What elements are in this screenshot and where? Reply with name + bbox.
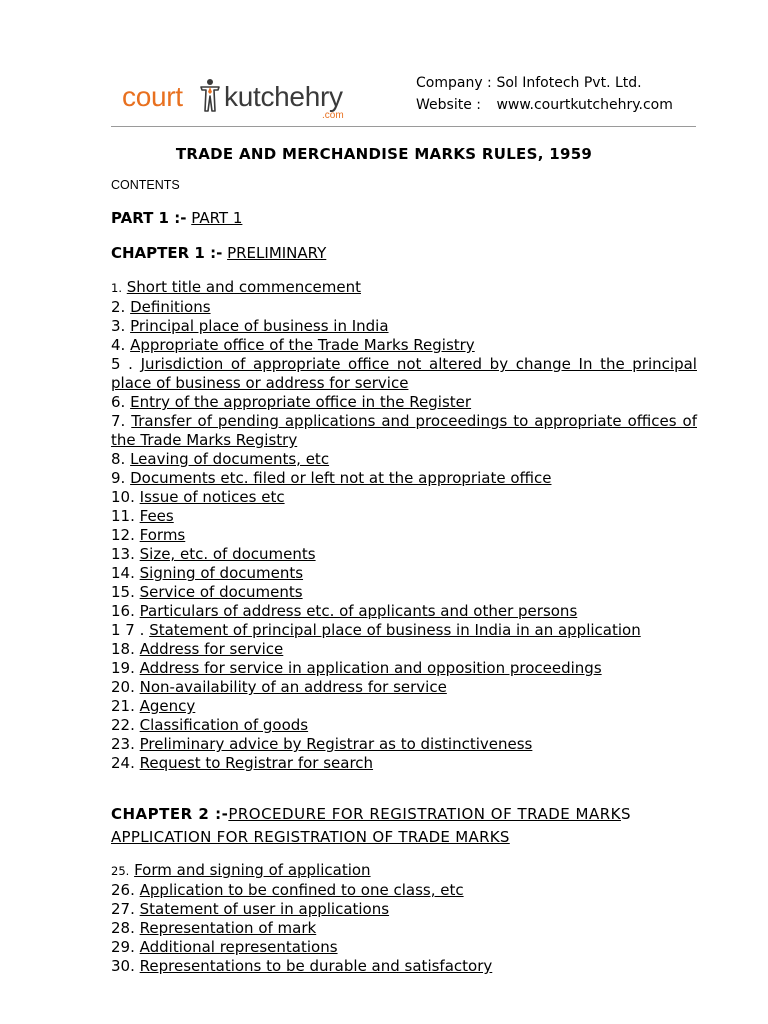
item-link[interactable]: Statement of user in applications — [139, 900, 390, 918]
item-number: 12. — [111, 526, 135, 544]
chapter2-trail: S — [620, 805, 632, 823]
company-value: Sol Infotech Pvt. Ltd. — [496, 75, 642, 91]
chapter2-subheading — [111, 826, 711, 849]
item-number: 10. — [111, 488, 135, 506]
chapter2-link[interactable]: PROCEDURE FOR REGISTRATION OF TRADE MARK — [228, 805, 621, 823]
item-number: 23. — [111, 735, 135, 753]
item-number: 26. — [111, 881, 135, 899]
list-item — [111, 336, 697, 355]
item-link[interactable]: Representations to be durable and satisfactory — [139, 957, 493, 975]
item-number: 20. — [111, 678, 135, 696]
list-item — [111, 355, 697, 393]
list-item — [111, 412, 697, 450]
chapter1-prefix: CHAPTER 1 :- — [111, 244, 223, 262]
item-number: 9. — [111, 469, 126, 487]
company-info — [416, 72, 673, 116]
website-label: Website : — [416, 97, 481, 113]
list-item — [111, 507, 697, 526]
item-number: 25. — [111, 864, 130, 878]
item-link[interactable]: Documents etc. filed or left not at the appropriate office — [130, 469, 552, 487]
item-link[interactable]: Fees — [139, 507, 174, 525]
item-number: 16. — [111, 602, 135, 620]
item-link[interactable]: Representation of mark — [139, 919, 317, 937]
contents-label: CONTENTS — [111, 178, 180, 192]
list-item — [111, 621, 697, 640]
chapter1-list — [111, 278, 697, 773]
logo-dotcom: .com — [322, 110, 344, 121]
list-item — [111, 678, 697, 697]
chapter2-prefix: CHAPTER 2 :- — [111, 805, 229, 823]
item-number: 30. — [111, 957, 135, 975]
list-item — [111, 450, 697, 469]
item-link[interactable]: Transfer of pending applications and proceedings to appropriate offices of the Trade Marks Registry — [111, 412, 697, 449]
item-number: 8. — [111, 450, 126, 468]
chapter1-heading — [111, 244, 326, 262]
list-item — [111, 317, 697, 336]
item-number: 29. — [111, 938, 135, 956]
item-number: 1. — [111, 281, 122, 295]
item-link[interactable]: Principal place of business in India — [130, 317, 389, 335]
list-item — [111, 640, 697, 659]
list-item — [111, 919, 697, 938]
item-number: 24. — [111, 754, 135, 772]
item-number: 7. — [111, 412, 126, 430]
list-item — [111, 754, 697, 773]
company-row — [416, 72, 673, 94]
list-item — [111, 278, 697, 298]
list-item — [111, 861, 697, 881]
item-link[interactable]: Agency — [139, 697, 196, 715]
item-number: 27. — [111, 900, 135, 918]
item-link[interactable]: Forms — [139, 526, 186, 544]
company-label: Company : — [416, 75, 492, 91]
item-number: 28. — [111, 919, 135, 937]
logo-text-kutchehry: kutchehry — [224, 81, 343, 112]
website-value[interactable]: www.courtkutchehry.com — [496, 97, 673, 113]
item-link[interactable]: Form and signing of application — [134, 861, 371, 879]
document-title: TRADE AND MERCHANDISE MARKS RULES, 1959 — [175, 145, 593, 163]
item-link[interactable]: Statement of principal place of business in India in an application — [149, 621, 641, 639]
list-item — [111, 735, 697, 754]
item-number: 11. — [111, 507, 135, 525]
item-number: 19. — [111, 659, 135, 677]
part-prefix: PART 1 :- — [111, 209, 187, 227]
list-item — [111, 697, 697, 716]
item-link[interactable]: Short title and commencement — [126, 278, 361, 296]
header-divider — [111, 126, 696, 127]
item-link[interactable]: Size, etc. of documents — [139, 545, 316, 563]
item-link[interactable]: Request to Registrar for search — [139, 754, 374, 772]
list-item — [111, 526, 697, 545]
item-number: 4. — [111, 336, 126, 354]
item-link[interactable]: Leaving of documents, etc — [130, 450, 330, 468]
item-link[interactable]: Definitions — [130, 298, 211, 316]
item-link[interactable]: Issue of notices etc — [139, 488, 285, 506]
advocate-figure-icon — [196, 78, 224, 112]
item-link[interactable]: Particulars of address etc. of applicants and other persons — [139, 602, 578, 620]
item-number: 6. — [111, 393, 126, 411]
item-link[interactable]: Preliminary advice by Registrar as to distinctiveness — [139, 735, 533, 753]
list-item — [111, 716, 697, 735]
item-link[interactable]: Non-availability of an address for service — [139, 678, 447, 696]
item-number: 13. — [111, 545, 135, 563]
list-item — [111, 393, 697, 412]
item-number: 1 7 . — [111, 621, 145, 639]
part-heading — [111, 209, 242, 227]
item-number: 5 . — [111, 355, 133, 373]
chapter2-line — [111, 803, 711, 826]
part-link[interactable]: PART 1 — [191, 209, 243, 227]
list-item — [111, 488, 697, 507]
item-link[interactable]: Application to be confined to one class, etc — [139, 881, 464, 899]
list-item — [111, 469, 697, 488]
item-number: 18. — [111, 640, 135, 658]
list-item — [111, 900, 697, 919]
item-number: 15. — [111, 583, 135, 601]
list-item — [111, 602, 697, 621]
item-link[interactable]: Entry of the appropriate office in the Register — [130, 393, 472, 411]
item-number: 14. — [111, 564, 135, 582]
item-link[interactable]: Address for service in application and opposition proceedings — [139, 659, 602, 677]
logo-text-court: court — [122, 81, 183, 112]
website-row — [416, 94, 673, 116]
item-link[interactable]: Signing of documents — [139, 564, 304, 582]
item-number: 3. — [111, 317, 126, 335]
chapter2-heading — [111, 803, 711, 849]
item-number: 22. — [111, 716, 135, 734]
chapter2-list — [111, 861, 697, 976]
list-item — [111, 957, 697, 976]
item-link[interactable]: Classification of goods — [139, 716, 309, 734]
list-item — [111, 583, 697, 602]
item-link[interactable]: Service of documents — [139, 583, 303, 601]
item-link[interactable]: Jurisdiction of appropriate office not altered by change In the principal place of business or address for service — [111, 355, 697, 392]
list-item — [111, 545, 697, 564]
item-number: 21. — [111, 697, 135, 715]
item-link[interactable]: Address for service — [139, 640, 284, 658]
list-item — [111, 881, 697, 900]
chapter2-sublink[interactable]: APPLICATION FOR REGISTRATION OF TRADE MARKS — [111, 828, 510, 846]
item-link[interactable]: Additional representations — [139, 938, 338, 956]
list-item — [111, 564, 697, 583]
item-number: 2. — [111, 298, 126, 316]
list-item — [111, 659, 697, 678]
list-item — [111, 298, 697, 317]
item-link[interactable]: Appropriate office of the Trade Marks Registry — [130, 336, 475, 354]
chapter1-link[interactable]: PRELIMINARY — [227, 244, 327, 262]
list-item — [111, 938, 697, 957]
